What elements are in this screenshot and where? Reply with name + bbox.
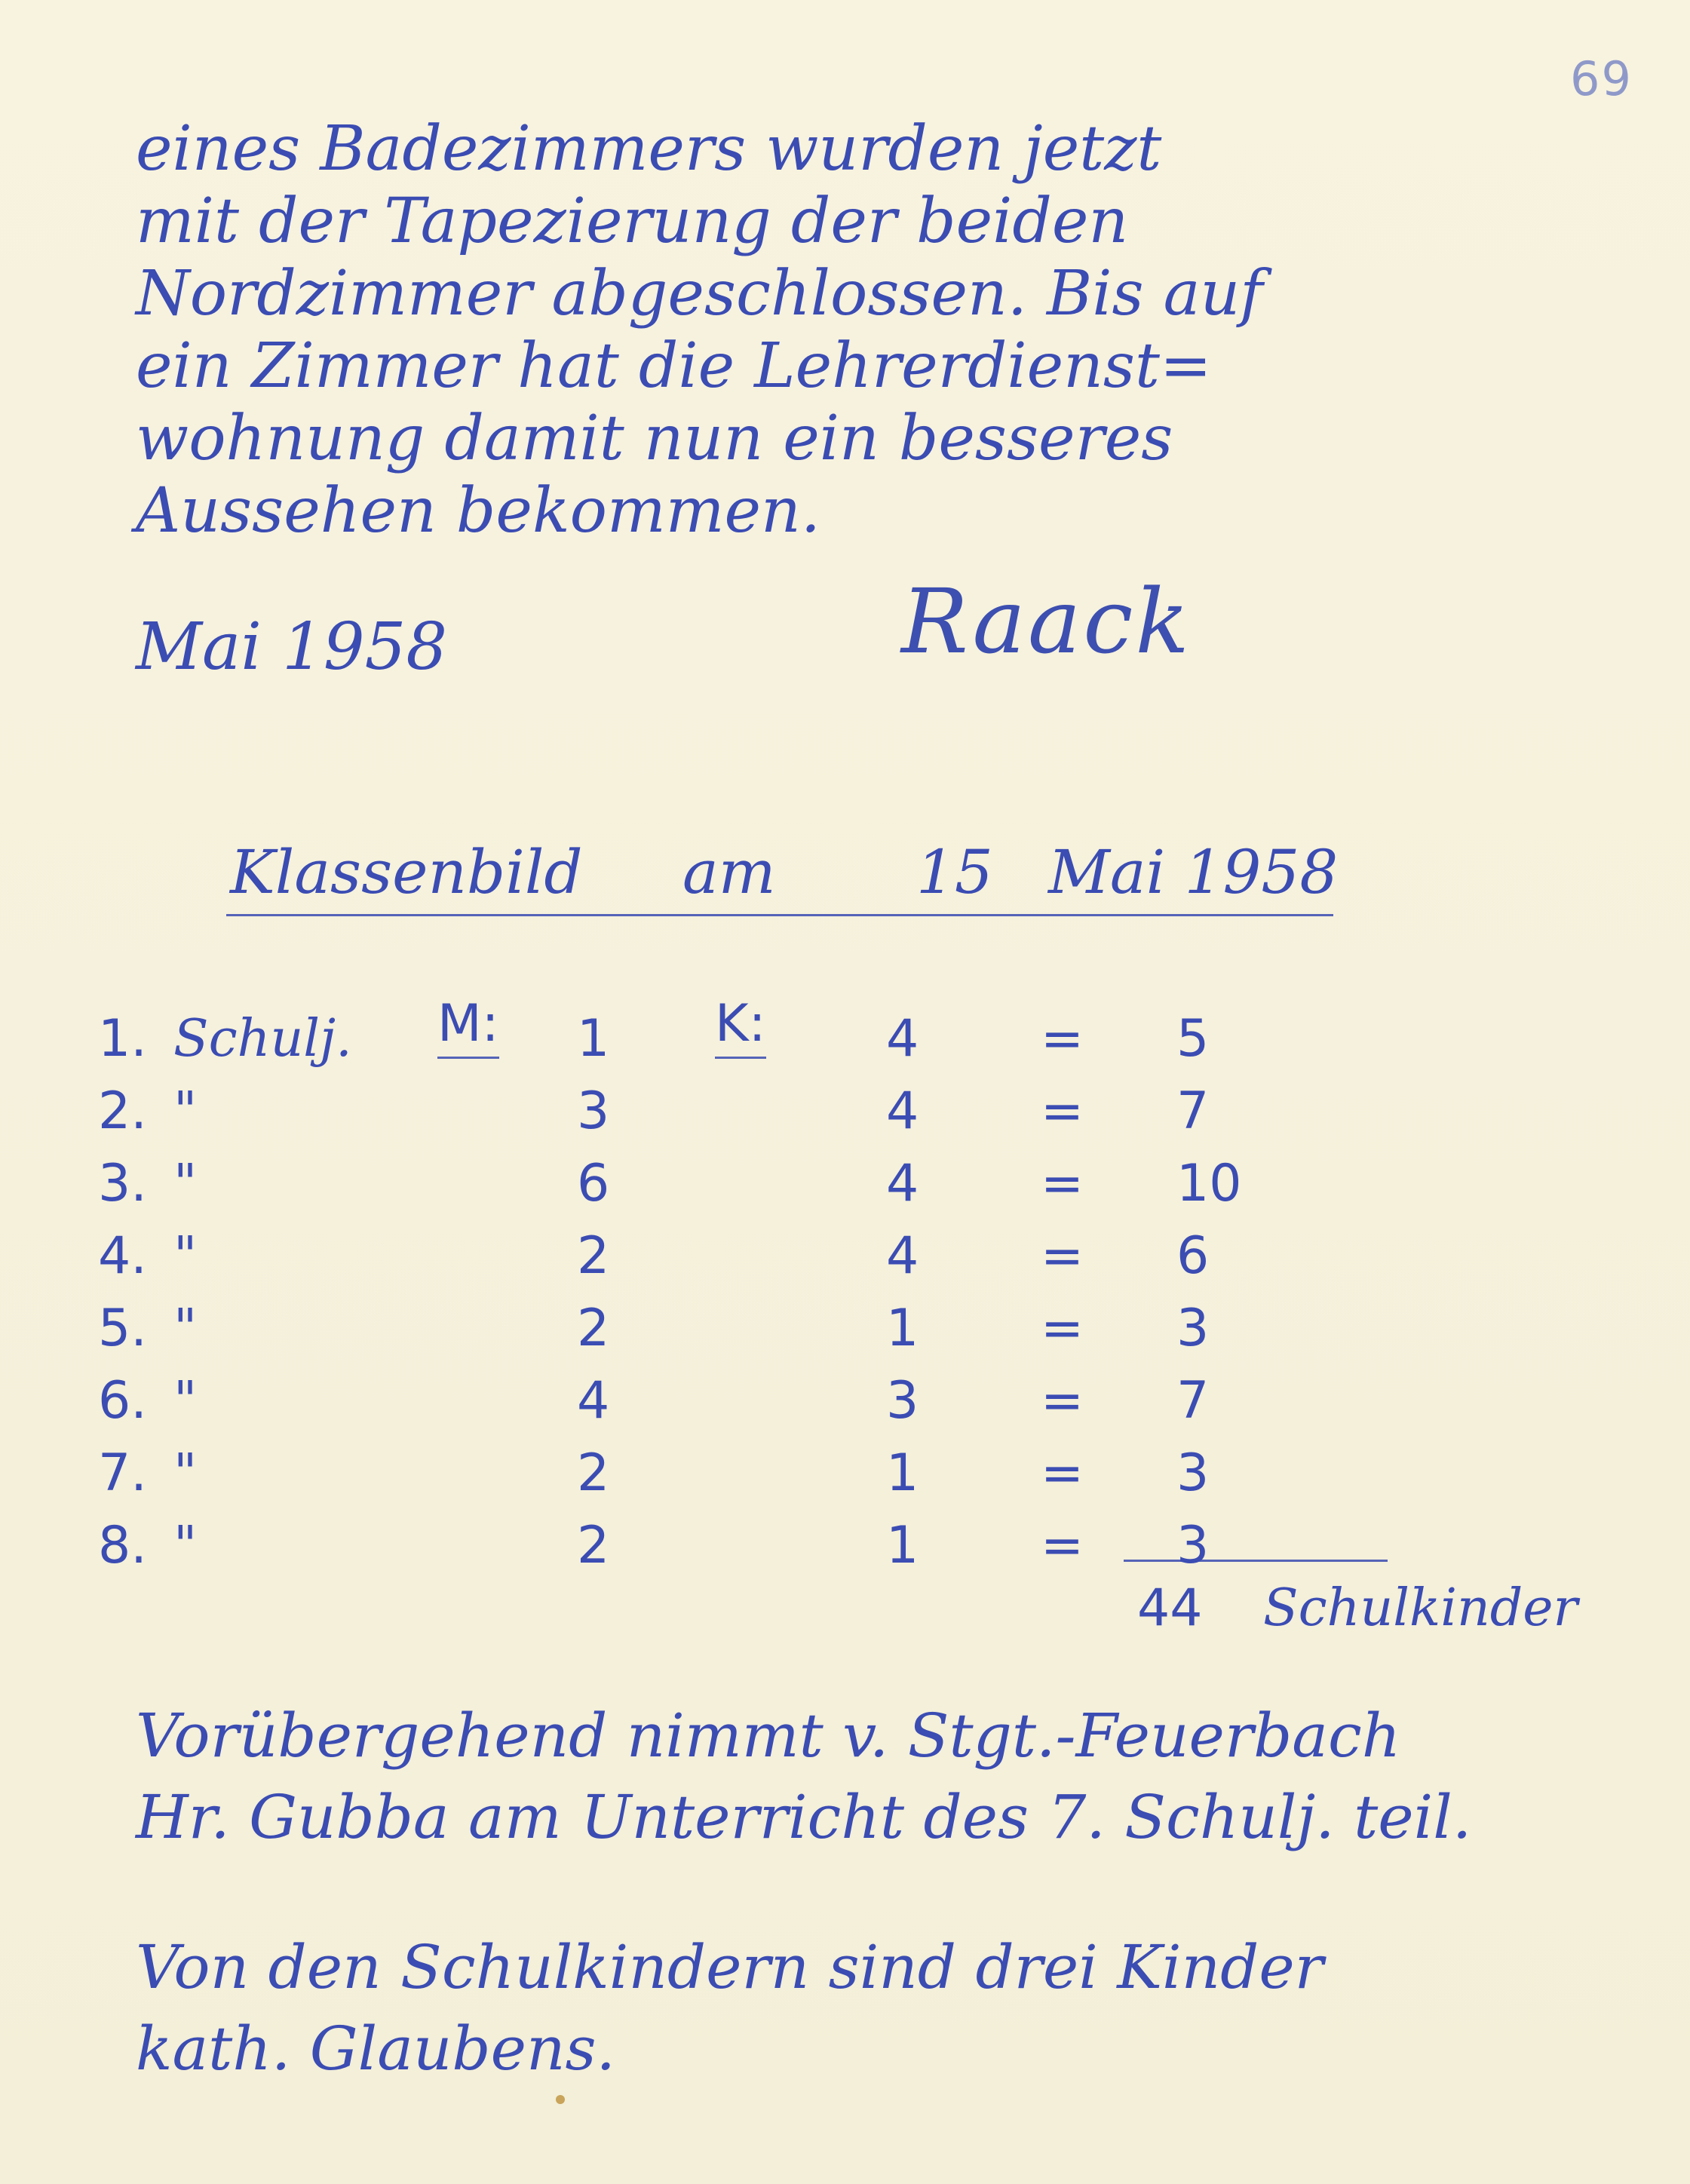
row-number: 5. [98,1299,147,1358]
row-k-count: 4 [886,1154,919,1213]
row-number: 8. [98,1516,147,1575]
row-total: 7 [1176,1371,1210,1431]
row-label: " [173,1371,198,1431]
paragraph-teacher-note [136,1695,1472,1858]
row-label: " [173,1154,198,1213]
text-line: kath. Glaubens. [136,2014,615,2084]
row-m-count: 2 [577,1443,610,1503]
row-m-count: 2 [577,1226,610,1286]
row-total: 5 [1176,1009,1210,1069]
heading-word: am [682,837,776,907]
row-m-count: 6 [577,1154,610,1213]
heading-word: Mai 1958 [1048,837,1339,907]
row-m-count: 2 [577,1516,610,1575]
row-m-count: 4 [577,1371,610,1431]
row-equals: = [1041,1081,1084,1141]
ink-spot [556,2095,565,2104]
row-k-count: 3 [886,1371,919,1431]
row-equals: = [1041,1226,1084,1286]
row-number: 3. [98,1154,147,1213]
paragraph-renovation [136,113,1373,548]
row-number: 2. [98,1081,147,1141]
row-equals: = [1041,1443,1084,1503]
row-equals: = [1041,1371,1084,1431]
row-label: " [173,1443,198,1503]
row-k-count: 1 [886,1299,919,1358]
sum-rule [1124,1560,1388,1562]
row-total: 6 [1176,1226,1210,1286]
text-line: mit der Tapezierung der beiden [136,186,1129,257]
page-number: 69 [1570,51,1633,106]
entry-date: Mai 1958 [136,609,448,685]
text-line: wohnung damit nun ein besseres [136,403,1173,474]
heading-word: 15 [916,837,993,907]
heading-underline [226,914,1333,916]
class-table [98,994,1578,1673]
row-k-count: 4 [886,1009,919,1069]
row-k-count: 1 [886,1443,919,1503]
row-total: 10 [1176,1154,1242,1213]
row-equals: = [1041,1154,1084,1213]
row-equals: = [1041,1299,1084,1358]
header-m: M: [437,994,499,1059]
text-line: Aussehen bekommen. [136,475,820,547]
sum-label: Schulkinder [1263,1578,1578,1638]
row-k-count: 1 [886,1516,919,1575]
row-total: 7 [1176,1081,1210,1141]
row-label: " [173,1516,198,1575]
text-line: Von den Schulkindern sind drei Kinder [136,1932,1323,2002]
paragraph-religion-note [136,1927,1373,2090]
text-line: eines Badezimmers wurden jetzt [136,113,1162,185]
sum-value: 44 [1137,1578,1203,1638]
row-number: 6. [98,1371,147,1431]
row-number: 7. [98,1443,147,1503]
row-total: 3 [1176,1299,1210,1358]
row-m-count: 3 [577,1081,610,1141]
row-k-count: 4 [886,1081,919,1141]
row-label: " [173,1081,198,1141]
row-m-count: 1 [577,1009,610,1069]
signature: Raack [901,569,1192,673]
text-line: Nordzimmer abgeschlossen. Bis auf [136,258,1263,330]
header-k: K: [715,994,766,1059]
row-label: Schulj. [173,1009,352,1069]
row-m-count: 2 [577,1299,610,1358]
row-label: " [173,1226,198,1286]
row-number: 1. [98,1009,147,1069]
row-number: 4. [98,1226,147,1286]
row-label: " [173,1299,198,1358]
row-k-count: 4 [886,1226,919,1286]
row-total: 3 [1176,1443,1210,1503]
text-line: Hr. Gubba am Unterricht des 7. Schulj. teil. [136,1782,1472,1852]
row-equals: = [1041,1009,1084,1069]
row-total: 3 [1176,1516,1210,1575]
text-line: ein Zimmer hat die Lehrerdienst= [136,330,1212,402]
row-equals: = [1041,1516,1084,1575]
text-line: Vorübergehend nimmt v. Stgt.-Feuerbach [136,1701,1401,1771]
heading-word: Klassenbild [230,837,583,907]
